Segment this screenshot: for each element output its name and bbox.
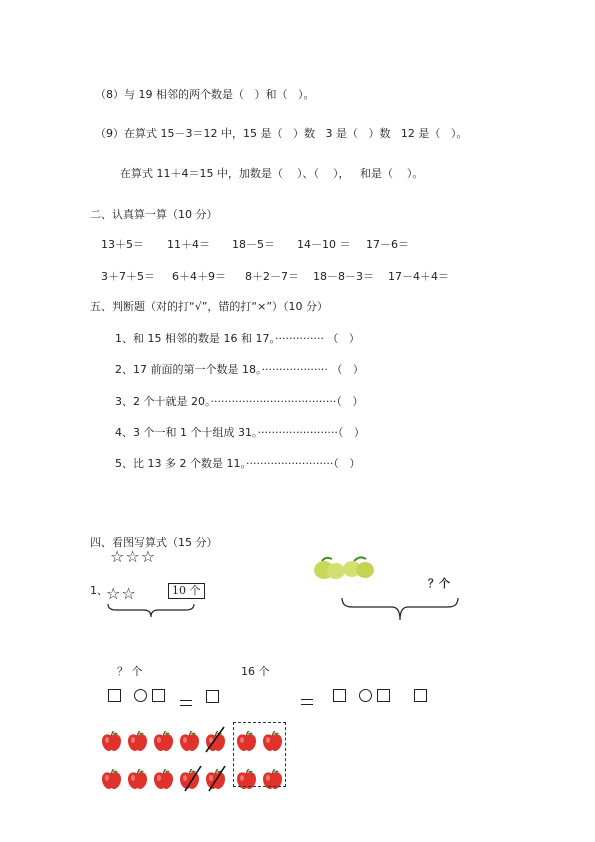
calc-r1-c3: 18－5＝ [232,238,275,251]
star-outline-icon: ☆☆ [106,584,137,603]
calc-r2-c4: 18－8－3＝ [313,270,374,283]
star-outline-icon: ☆☆☆ [110,547,157,566]
section-5-title: 五、判断题（对的打“√”，错的打“×”）（10 分） [90,300,329,313]
calc-r2-c3: 8＋2－7＝ [245,270,299,283]
judge-item-4: 4、3 个一和 1 个十组成 31。·······················（ ） [115,426,365,439]
question-9a: （9）在算式 15－3＝12 中，15 是（ ）数 3 是（ ）数 12 是（ ）。 [95,127,468,140]
judge-item-3: 3、2 个十就是 20。····································（ ） [115,395,364,408]
calc-r1-c4: 14－10 ＝ [297,238,351,251]
judge-item-1: 1、和 15 相邻的数是 16 和 17。·············· （ ） [115,332,360,345]
ten-count-box: 10 个 [168,583,205,599]
question-9b: 在算式 11＋4＝15 中，加数是（ ）、（ ）， 和是（ ）。 [120,167,424,180]
calc-r2-c1: 3＋7＋5＝ [101,270,155,283]
apple-total-label: 16 个 [241,665,270,678]
section-2-title: 二、认真算一算（10 分） [90,208,218,221]
question-1-label: 1、 [90,584,108,597]
judge-item-2: 2、17 前面的第一个数是 18。··················· （ ） [115,363,364,376]
calc-r1-c1: 13＋5＝ [101,238,144,251]
pear-question-label: ？个 [428,577,450,590]
calc-r1-c5: 17－6＝ [366,238,409,251]
section-4-title: 四、看图写算式（15 分） [90,536,218,549]
question-8: （8）与 19 相邻的两个数是（ ）和（ ）。 [95,88,315,101]
calc-r2-c2: 6＋4＋9＝ [172,270,226,283]
judge-item-5: 5、比 13 多 2 个数是 11。·························（ ） [115,457,361,470]
calc-r1-c2: 11＋4＝ [167,238,210,251]
apple-question-label: ？ 个 [117,665,143,678]
calc-r2-c5: 17－4＋4＝ [388,270,449,283]
